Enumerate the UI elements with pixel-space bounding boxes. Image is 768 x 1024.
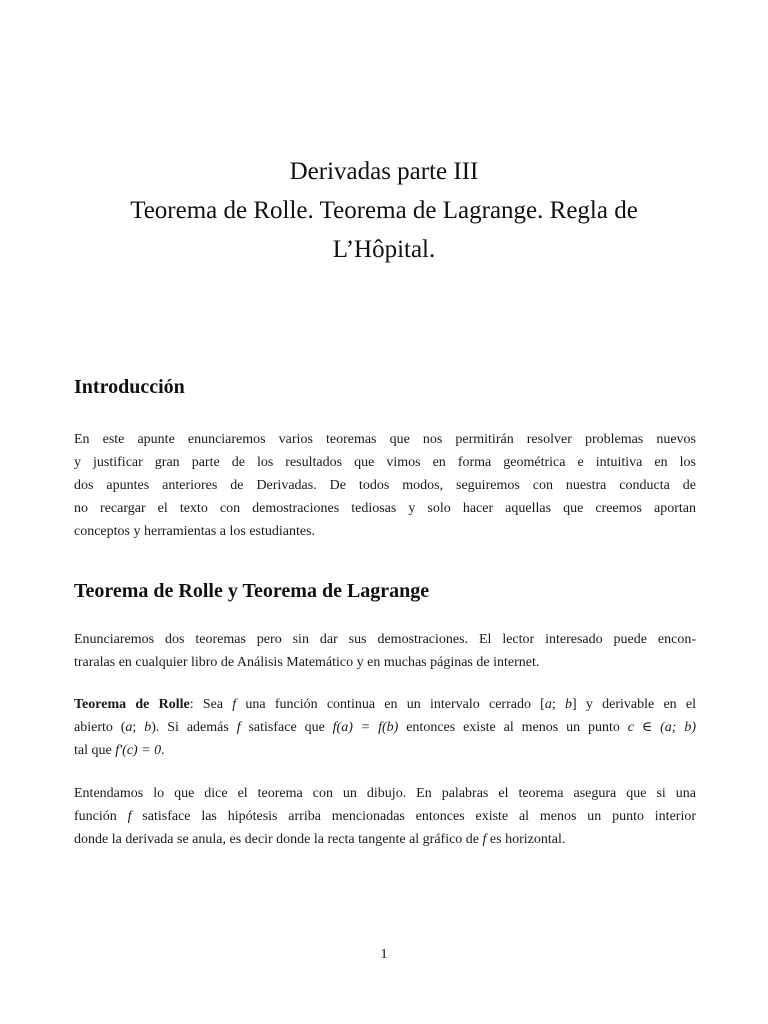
section-heading-introduccion: Introducción	[74, 376, 185, 398]
paragraph-line: conceptos y herramientas a los estudiantes.	[74, 524, 316, 539]
text-run: una función continua en un intervalo cerrado [	[236, 697, 545, 712]
rolle-explanation-paragraph	[74, 782, 696, 851]
text-run: ] y derivable en el	[571, 697, 696, 712]
section-heading-rolle-lagrange: Teorema de Rolle y Teorema de Lagrange	[74, 580, 430, 602]
paragraph-line: Entendamos lo que dice el teorema con un dibujo. En palabras el teorema asegura que si una	[74, 786, 696, 801]
title-line-2: Teorema de Rolle. Teorema de Lagrange. Regla de	[130, 197, 638, 224]
text-run: .	[161, 743, 165, 758]
text-run: satisface las hipótesis arriba mencionadas entonces existe al menos un punto interior	[131, 809, 696, 824]
text-run: donde la derivada se anula, es decir donde la recta tangente al gráfico de	[74, 832, 483, 847]
paragraph-line	[74, 739, 696, 762]
rolle-theorem-statement	[74, 693, 696, 762]
text-run: ;	[551, 697, 565, 712]
text-run: ;	[132, 720, 145, 735]
text-run: ). Si además	[151, 720, 237, 735]
intro-paragraph	[74, 428, 696, 543]
math-var: f	[232, 697, 237, 712]
math-var: f	[236, 720, 241, 735]
paragraph-line	[74, 716, 696, 739]
theorem-label: Teorema de Rolle	[74, 697, 190, 712]
text-run: entonces existe al menos un punto	[398, 720, 628, 735]
text-run: es horizontal.	[486, 832, 566, 847]
title-line-3: L’Hôpital.	[332, 236, 436, 263]
text-run: tal que	[74, 743, 116, 758]
text-run: función	[74, 809, 128, 824]
math-var: a	[125, 720, 133, 735]
page-number: 1	[380, 947, 388, 962]
math-var: b	[564, 697, 572, 712]
text-run: : Sea	[189, 697, 233, 712]
paragraph-line: dos apuntes anteriores de Derivadas. De todos modos, seguiremos con nuestra conducta de	[74, 478, 696, 493]
math-var: f	[127, 809, 132, 824]
paragraph-line	[74, 805, 696, 828]
math-equation: f(a) = f(b)	[332, 720, 399, 735]
math-equation: f′(c) = 0	[115, 743, 162, 758]
paragraph-line	[74, 828, 696, 851]
text-run: satisface que	[240, 720, 333, 735]
math-expression: c ∈ (a; b)	[627, 720, 696, 735]
math-var: a	[544, 697, 552, 712]
title-line-1: Derivadas parte III	[289, 158, 479, 185]
paragraph-line: Enunciaremos dos teoremas pero sin dar sus demostraciones. El lector interesado puede encon-	[74, 632, 696, 647]
paragraph-line: En este apunte enunciaremos varios teoremas que nos permitirán resolver problemas nuevos	[74, 432, 696, 447]
paragraph-line	[74, 693, 696, 716]
rolle-intro-paragraph	[74, 628, 696, 674]
document-title	[60, 152, 708, 269]
text-run: abierto (	[74, 720, 126, 735]
paragraph-line: no recargar el texto con demostraciones tediosas y solo hacer aquellas que creemos aportan	[74, 501, 696, 516]
paragraph-line: y justificar gran parte de los resultados que vimos en forma geométrica e intuitiva en los	[74, 455, 696, 470]
math-var: b	[144, 720, 152, 735]
math-var: f	[482, 832, 487, 847]
paragraph-line: traralas en cualquier libro de Análisis Matemático y en muchas páginas de internet.	[74, 655, 540, 670]
